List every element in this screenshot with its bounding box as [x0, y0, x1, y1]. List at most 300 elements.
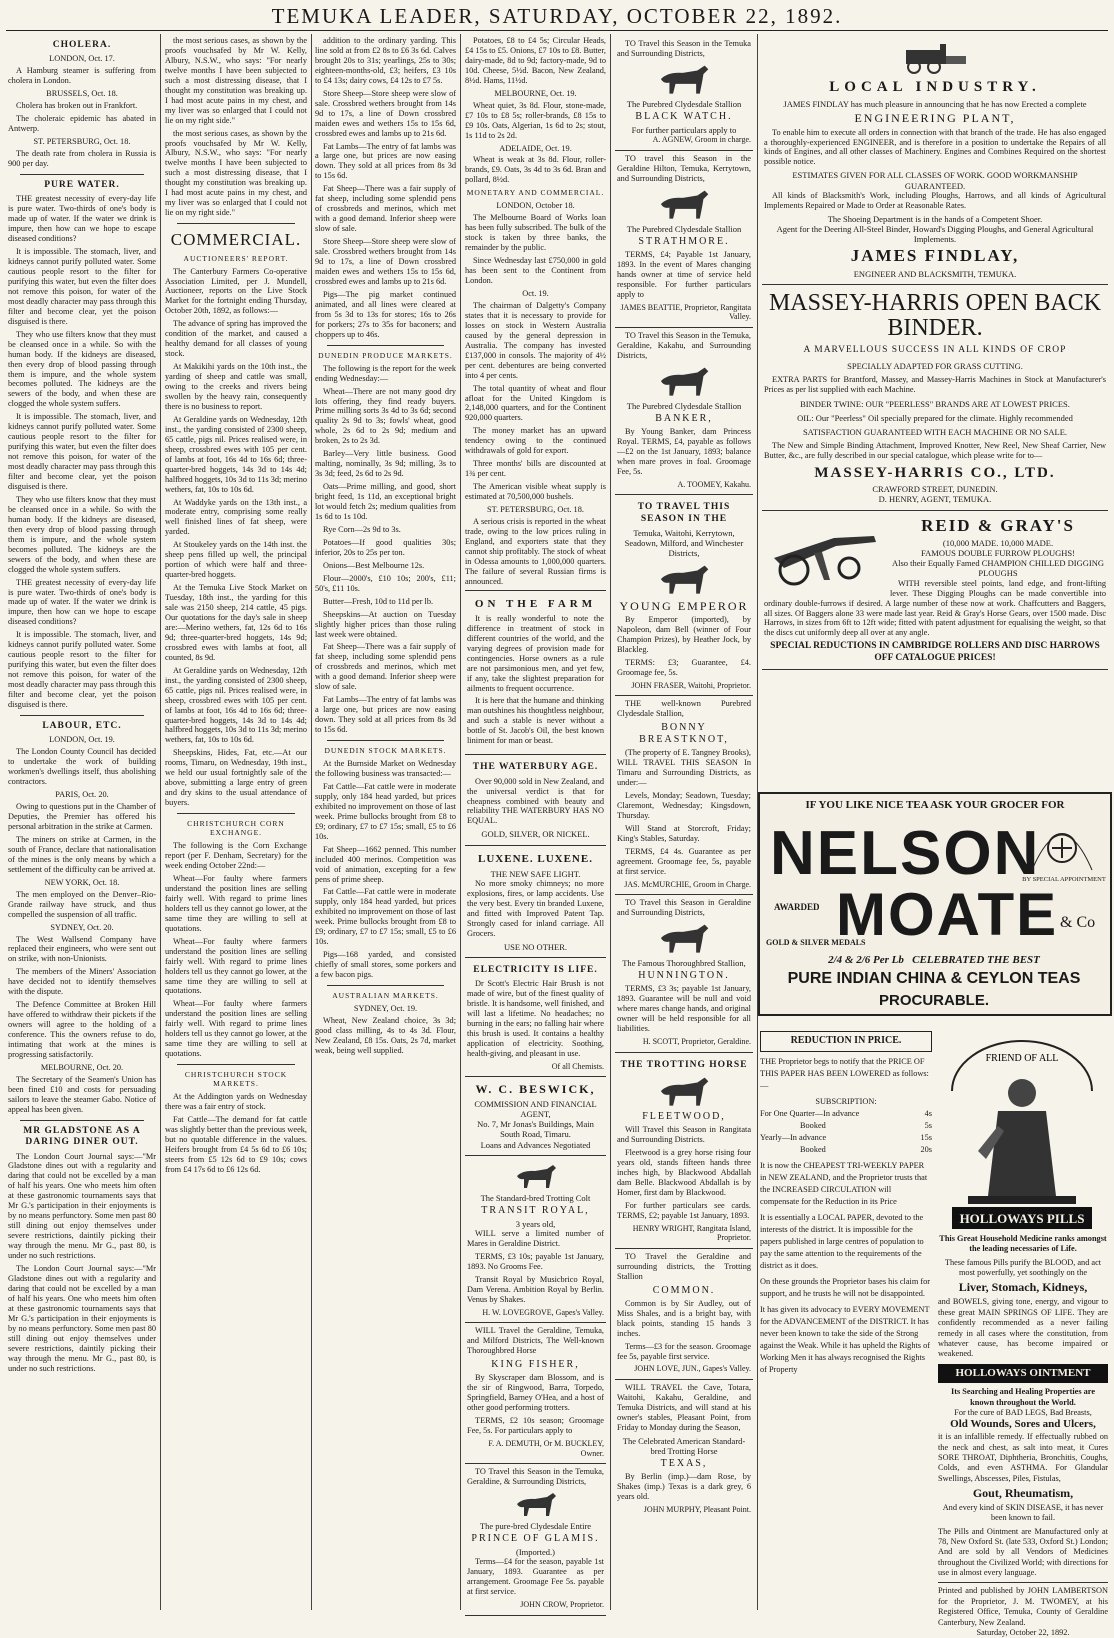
paragraph: The Melbourne Board of Works loan has been fully subscribed. The bulk of the stock is taken by three banks, the remainder by the public. — [465, 213, 606, 253]
divider — [327, 740, 444, 741]
seal-text: FRIEND OF ALL — [985, 1053, 1059, 1064]
horse-icon — [656, 364, 712, 398]
paragraph: Store Sheep—Store sheep were slow of sale. Crossbred wethers brought from 14s 9d to 17s, a line of Down crossbred maiden ewes and wethers 15s to 15s 6d, crossbred ewes and lambs up to 21s 6d. — [315, 237, 456, 286]
plough-icon — [764, 518, 884, 588]
divider — [20, 715, 144, 716]
price-row — [760, 1120, 932, 1132]
ad-name: REID & GRAY'S — [921, 515, 1075, 535]
ad-line: OIL: Our "Peerless" Oil specially prepared for the climate. Highly recommended — [797, 412, 1073, 423]
ad-line: The pure-bred Clydesdale Entire — [479, 1521, 592, 1532]
ad-signature: JOHN LOVE, JUN., Gapes's Valley. — [634, 1364, 751, 1374]
ad-signature: JOHN MURPHY, Pleasant Point. — [643, 1505, 751, 1515]
ad-electricity — [465, 958, 606, 1078]
price-row — [760, 1108, 932, 1120]
ad-heading: THE TROTTING HORSE — [620, 1059, 748, 1070]
ad-emphasis: Gout, Rheumatism, — [972, 1485, 1074, 1500]
royal-crest-icon — [1022, 810, 1102, 880]
paragraph: Owing to questions put in the Chamber of Deputies, the Premier has offered his personal arbitration in the strike at Carmen. — [8, 802, 156, 831]
price-row — [760, 1132, 932, 1144]
dateline: ST. PETERSBURG, Oct. 18. — [33, 137, 131, 147]
paragraph: Onions—Best Melbourne 12s. — [323, 560, 425, 570]
paragraph: Fat Lambs—The entry of fat lambs was a large one, but prices are now easing down. They sold at all prices from 8s 3d to 15s 6d. — [315, 141, 456, 181]
paragraph: At Stoukeley yards on the 14th inst. the sheep pens filled up well, the principal portion of which were half and three-quarter-bred hoggets. — [165, 540, 307, 580]
ad-signature: A. AGNEW, Groom in charge. — [652, 135, 751, 145]
paragraph: The following is the Corn Exchange report (per F. Denham, Secretary) for the week ending October 22nd:— — [165, 841, 307, 871]
ad-name: TRANSIT ROYAL, — [481, 1204, 590, 1216]
paragraph: Rye Corn—2s 9d to 3s. — [323, 524, 401, 534]
ad-heading: LUXENE. LUXENE. — [478, 852, 593, 865]
ad-tagline: IF YOU LIKE NICE TEA ASK YOUR GROCER FOR — [805, 799, 1065, 811]
divider — [327, 345, 444, 346]
paragraph: The London County Council has decided to undertake the work of building workmen's dwellings itself, thus abolishing contractors. — [8, 747, 156, 787]
ad-line: ENGINEER AND BLACKSMITH, TEMUKA. — [853, 268, 1017, 279]
ad-line: A MARVELLOUS SUCCESS IN ALL KINDS OF CROP — [803, 345, 1067, 356]
ad-line: SATISFACTION GUARANTEED WITH EACH MACHINE OR NO SALE. — [802, 427, 1068, 438]
paragraph: It is now the CHEAPEST TRI-WEEKLY PAPER in NEW ZEALAND, and the Proprietor trusts that the INCREASED CIRCULATION will compensate for the Reduction in its Price — [760, 1160, 928, 1206]
holloway-figure-image — [938, 1031, 1106, 1231]
paragraph: TO Travel the Geraldine and surrounding districts, the Trotting Stallion — [617, 1251, 751, 1281]
paragraph: At Geraldine yards on Wednesday, 12th inst., the yarding consisted of 2300 sheep, 65 cattle, pigs nil. Prices realised were, in sheep, crossbred ewes with 105 per cent. of lambs at foot, 16s 4d to 16s 6d; three-quarter-bred hoggets, 14s 3d to 14s 4d; halfbred hoggets, 10s 3d to 11s 3d; merino wethers, fat, 10s to 10s 6d. — [165, 665, 307, 745]
price-line — [768, 954, 1100, 966]
brand-name: MOATE — [836, 881, 1059, 948]
ad-line: D. HENRY, AGENT, TEMUKA. — [878, 494, 992, 505]
ad-on-the-farm — [465, 590, 606, 756]
column-3 — [315, 36, 456, 1608]
paragraph: Over 90,000 sold in New Zealand, and the universal verdict is that for cheapness combined with beauty and reliability THE WATERBURY HAS NO EQUAL. — [467, 776, 604, 826]
paragraph: WILL serve a limited number of Mares in Geraldine District. — [467, 1229, 604, 1249]
price-label: For One Quarter—In advance — [760, 1108, 860, 1118]
ad-line: No. 7, Mr Jonas's Buildings, Main South Road, Timaru. — [477, 1119, 594, 1140]
ad-fleetwood — [615, 1053, 753, 1249]
paragraph: Fat Cattle—The demand for fat cattle was slightly better than the previous week, but no quotable difference in the values. Heifers brought from £4 5s 6d to £6 10s; steers from £5 12s 6d to £9 10s; cows from £4 17s 6d to £6 12s 6d. — [165, 1115, 307, 1174]
paragraph: The men employed on the Denver–Rio-Grande railway have struck, and thus compelled the suspension of all traffic. — [8, 889, 156, 919]
paragraph: The New and Simple Binding Attachment, Improved Knotter, New Reel, New Sheaf Carrier, New Butter, &c., are fully described in our special catalogue, which please write for to— — [764, 441, 1106, 461]
paragraph: The chairman of Dalgetty's Company states that it is necessary to provide for losses on stock in Western Australia caused by the general depression in Australia. The company has invested £137,000 in consols. The majority of 4½ per cent. debentures are being converted into 4 per cents. — [465, 300, 606, 380]
paragraph: Wheat—There are not many good dry lots offering, they find ready buyers. Prime milling sorts 3s 4d to 3s 6d; second quality 2s 9d to 3s; fowls' wheat, good whole, 2s 6d to 2s 9d; medium and broken, 2s to 2s 3d. — [315, 386, 456, 446]
ad-name: STRATHMORE. — [638, 235, 730, 247]
ad-line: 3 years old, — [515, 1218, 556, 1229]
column-rule — [311, 34, 312, 1610]
horse-icon — [513, 1490, 559, 1518]
paragraph: It is essentially a LOCAL PAPER, devoted to the interests of the district. It is impossible for the papers published in large centres of population to pay the same attention to the requirements of the district as it does. — [760, 1212, 924, 1270]
ad-name: KING FISHER, — [491, 1359, 580, 1371]
ad-line: BINDER TWINE: OUR "PEERLESS" BRANDS ARE AT LOWEST PRICES. — [800, 398, 1070, 409]
ad-line: For the cure of BAD LEGS, Bad Breasts, — [954, 1408, 1092, 1418]
paragraph: The following is the report for the week ending Wednesday:— — [315, 363, 456, 383]
price-label: Booked — [800, 1144, 826, 1154]
ad-waterbury — [465, 755, 606, 845]
subheading: CHRISTCHURCH CORN EXCHANGE. — [187, 819, 285, 838]
paragraph: Levels, Monday; Seadown, Tuesday; Claremont, Wednesday; Kingsdown, Thursday. — [617, 791, 751, 820]
subheading: AUCTIONEERS' REPORT. — [183, 253, 289, 263]
paragraph: Flour—2000's, £10 10s; 200's, £11; 50's, £11 10s. — [315, 573, 456, 593]
ad-name: W. C. BESWICK, — [475, 1082, 596, 1097]
ad-line: The Purebred Clydesdale Stallion — [626, 400, 742, 411]
masthead-rule — [6, 30, 1108, 31]
section-heading: CHOLERA. — [52, 40, 112, 50]
paragraph: Common is by Sir Audley, out of Miss Shales, and is a bright bay, with black points, standing 15 hands 3 inches. — [617, 1298, 751, 1338]
column-5 — [615, 36, 753, 1608]
divider — [177, 813, 295, 814]
paragraph: THE greatest necessity of every-day life is pure water. Two-thirds of one's body is made up of water. If the water we drink is impure, then how can we hope to escape diseased conditions? — [8, 577, 156, 627]
price-value: 5s — [924, 1120, 932, 1130]
paragraph: THE well-known Purebred Clydesdale Stallion, — [617, 699, 751, 719]
ad-common — [615, 1249, 753, 1380]
paragraph: The West Wallsend Company have replaced their engineers, who were sent out on strike, with non-Unionists. — [8, 934, 156, 964]
ad-name: BLACK WATCH. — [635, 111, 733, 123]
ad-heading: TO TRAVEL THIS SEASON IN THE — [637, 502, 731, 524]
paragraph: The Canterbury Farmers Co-operative Association Limited, per J. Mundell, Auctioneer, reports on the Live Stock Market for the fortnight ending Thursday, October 20th, 1892, as follows:— — [165, 266, 307, 316]
paragraph: Will Stand at Storcroft, Friday; King's Stables, Saturday. — [617, 823, 751, 843]
paragraph: No more smoky chimneys; no more explosions, fires, or lamp accidents. Use the very best. Every tin branded Luxene, and fitted with Improved Patent Tap. Strongly cased for inland carriage. All Grocers. — [467, 878, 604, 938]
paragraph: Since Wednesday last £750,000 in gold has been sent to the Continent from London. — [465, 256, 606, 286]
paragraph: Wheat—For faulty where farmers understand the position lines are selling fairly well. With regard to prime lines holders tell us they cannot go lower, at the same time they are willing to sell at quotations. — [165, 999, 307, 1059]
ad-massey-harris — [762, 285, 1108, 511]
paragraph: TO Travel this Season in the Temuka and Surrounding Districts, — [617, 39, 751, 58]
price-table — [760, 1108, 932, 1156]
price-value: 4s — [924, 1108, 932, 1118]
award-text: AWARDED — [774, 902, 820, 912]
paragraph: Fat Sheep—1662 penned. This number included 400 merinos. Competition was void of animation, excepting for a few pens of prime sheep. — [315, 844, 456, 884]
paragraph: The money market has an upward tendency owing to the continued withdrawals of gold for export. — [465, 426, 606, 456]
paragraph: Fleetwood is a grey horse rising four years old, stands fifteen hands three inches high, by Blackwood Abdallah dam Belle. Blackwood Abdallah is by Homer, first dam by Blackwood. — [617, 1148, 751, 1197]
paragraph: and BOWELS, giving tone, energy, and vigour to these great MAIN SPRINGS OF LIFE. They are confidently recommended as a never failing remedy in all cases where the constitution, from whatever cause, has become impaired or weakened. — [938, 1297, 1108, 1359]
subheading: CHRISTCHURCH STOCK MARKETS. — [184, 1070, 288, 1089]
ad-signature: Of all Chemists. — [551, 1061, 604, 1071]
paragraph: the most serious cases, as shown by the proofs vouchsafed by Mr W. Kelly, Albury, N.S.W., who says: "For nearly twelve months I have been subjected to such a most distressing disease, that I thought my constitution was breaking up. I had most acute pains in my chest, and my liver was so enlarged that I could not lie on my right side." — [165, 36, 307, 125]
paragraph: Butter—Fresh, 10d to 11d per lb. — [323, 596, 434, 606]
ad-signature: JOHN CROW, Proprietor. — [520, 1600, 604, 1610]
ad-bonny-breastknot — [615, 696, 753, 895]
column-rule — [610, 34, 611, 1610]
paragraph: Fat Lambs—The entry of fat lambs was a large one, but prices are now easing down. They sold at all prices from 8s 3d to 15s 6d. — [315, 695, 456, 735]
price-value: 15s — [920, 1132, 932, 1142]
subheading: AUSTRALIAN MARKETS. — [332, 991, 439, 1001]
paragraph: On these grounds the Proprietor bases his claim for support, and he trusts he will not be disappointed. — [760, 1276, 931, 1298]
paragraph: The Pills and Ointment are Manufactured only at 78, New Oxford St. (late 533, Oxford St.) London; And are sold by all Vendors of Medicines throughout the Civilized World; with directions for use in almost every language. — [938, 1526, 1108, 1578]
ad-signature: JAMES BEATTIE, Proprietor, Rangitata Valley. — [620, 302, 751, 322]
ad-name: BANKER, — [655, 412, 713, 424]
paragraph: Three months' bills are discounted at 1¾ per cent. — [465, 459, 606, 479]
paragraph: It is impossible. The stomach, liver, and kidneys cannot purify polluted water. Some cautious people resort to the filter for purifying this water, but even the filter does not remove this poison, for water of the most deadly character may pass through this filter and become clear, yet the poison disguised is there. — [8, 630, 156, 710]
paragraph: THE Proprietor begs to notify that the PRICE OF THIS PAPER HAS BEEN LOWERED as follows:— — [760, 1056, 929, 1090]
section-heading: LABOUR, ETC. — [42, 720, 122, 731]
ad-tagline: GOLD, SILVER, OR NICKEL. — [481, 829, 590, 840]
horse-icon — [656, 187, 712, 221]
ad-line: The Shoeing Department is in the hands of a Competent Shoer. — [827, 213, 1043, 224]
paragraph: Barley—Very little business. Good malting, nominally, 3s 9d; milling, 3s to 3s 3d; feed, 2s 6d to 2s 9d. — [315, 449, 456, 479]
ad-name: HUNNINGTON. — [638, 970, 730, 982]
price-row — [760, 1144, 932, 1156]
ad-banker — [615, 328, 753, 495]
banner-text: HOLLOWAYS OINTMENT — [938, 1364, 1108, 1384]
paragraph: By Berlin (imp.)—dam Rose, by Shakes (imp.) Texas is a dark grey, 6 years old. — [617, 1472, 751, 1502]
paragraph: WILL Travel the Geraldine, Temuka, and Milford Districts, The Well-known Thoroughbred Horse — [467, 1326, 604, 1356]
ad-line: Temuka, Waitohi, Kerrytown, Seadown, Milford, and Winchester Districts, — [624, 528, 744, 559]
paragraph: The London Court Journal says:—"Mr Gladstone dines out with a regularity and daring that could not be excelled by a man of half his years. One who meets him often at these gastronomic tournaments says that Mr G.'s participation in their enjoyments is by no means perfunctory. Some men past 80 still dining out enjoy themselves under severe restrictions, daintily picking their way through the menu. Mr G., past 80, is under no such restrictions. — [8, 1263, 156, 1373]
paragraph: The miners on strike at Carmen, in the south of France, declare that nationalisation of the mines is the only means by which a settlement of the difficulty can be arrived at. — [8, 834, 156, 874]
paragraph: TO travel this Season in the Geraldine Hilton, Temuka, Kerrytown, and Surrounding Districts, — [617, 153, 751, 183]
ad-heading: THE WATERBURY AGE. — [472, 762, 599, 773]
ad-signature: F. A. DEMUTH, Or M. BUCKLEY, Owner. — [488, 1439, 604, 1458]
paragraph: Fat Cattle—Fat cattle were in moderate supply, only 184 head yarded, but prices exhibited no improvement on those of last week. Prime bullocks brought from £8 to £9; ordinary, £7 to £7 15s; small, £5 to £6 10s. — [315, 781, 456, 841]
horse-icon — [513, 1162, 559, 1190]
ad-name: COMMON. — [652, 1284, 716, 1296]
column-4 — [465, 36, 606, 1608]
ad-strathmore — [615, 151, 753, 328]
ad-line: Its Searching and Healing Properties are known throughout the World. — [950, 1387, 1096, 1407]
paragraph: Store Sheep—Store sheep were slow of sale. Crossbred wethers brought from 14s 9d to 17s, a line of Down crossbred maiden ewes and wethers 15s to 15s 6d, crossbred ewes and lambs up to 21s 6d. — [315, 88, 456, 138]
ad-name: TEXAS, — [660, 1458, 708, 1470]
paragraph: Terms—£4 for the season, payable 1st January, 1893. Guarantee as per arrangement. Groomage Fee 5s. payable at first service. — [467, 1557, 604, 1597]
paragraph: Transit Royal by Musicbrico Royal, Dam Verena. Ambition Royal by Berlin. Venus by Shakes. — [467, 1274, 604, 1304]
dateline: LONDON, October 18. — [496, 201, 575, 211]
ad-name: BONNY BREASTKNOT, — [639, 722, 729, 746]
column-6-top — [762, 36, 1108, 786]
ad-name: PRINCE OF GLAMIS. — [471, 1533, 600, 1545]
price-label: Booked — [800, 1120, 826, 1130]
holloway-engraving — [938, 1031, 1106, 1231]
ad-heading: ON THE FARM — [474, 597, 597, 610]
divider — [20, 174, 144, 175]
ad-holloway — [938, 1234, 1108, 1637]
tea-bottom-line: PROCURABLE. — [878, 992, 989, 1009]
subheading: SUBSCRIPTION: — [815, 1096, 877, 1106]
paragraph: It has given its advocacy to EVERY MOVEMENT for the ADVANCEMENT of the DISTRICT. It has never been known to take the side of the Strong against the Weak. While it has upheld the Rights of Working Men it has always recognised the Rights of Property — [760, 1304, 931, 1374]
ad-line: (Imported.) — [516, 1547, 555, 1558]
ad-emphasis: Old Wounds, Sores and Ulcers, — [950, 1418, 1096, 1431]
ad-line: The Standard-bred Trotting Colt — [480, 1192, 591, 1203]
paragraph: It is impossible. The stomach, liver, and kidneys cannot purify polluted water. Some cautious people resort to the filter for purifying this water, but even the filter does not remove this poison, for water of the most deadly character may pass through this filter and become clear, yet the poison disguised is there. — [8, 412, 156, 491]
divider — [177, 223, 295, 224]
ad-signature: H. SCOTT, Proprietor, Geraldine. — [642, 1037, 751, 1047]
paragraph: TERMS, £4 4s. Guarantee as per agreement. Groomage fee, 5s, payable at first service. — [617, 846, 751, 876]
ad-line: The Purebred Clydesdale Stallion — [626, 98, 742, 109]
paragraph: Cholera has broken out in Frankfort. — [16, 101, 138, 111]
paragraph: Wheat is weak at 3s 8d. Flour, roller-brands, £9. Oats, 3s 4d to 3s 6d. Bran and pollard, 8½d. — [465, 155, 606, 185]
paragraph: Potatoes, £8 to £4 5s; Circular Heads, £4 15s to £5. Onions, £7 10s to £8. Butter, dairy-made, 8d to 9d; factory-made, 9d to 10d. Cheese, 5½d. Bacon, New Zealand, 8½d. Hams, 11½d. — [465, 36, 606, 85]
dateline: BRUSSELS, Oct. 18. — [46, 89, 118, 99]
paragraph: It is impossible. The stomach, liver, and kidneys cannot purify polluted water. Some cautious people resort to the filter for purifying this water, but even the filter does not remove this poison, for water of the most deadly character may pass through this filter and become clear, yet the poison disguised is there. — [8, 247, 156, 326]
appointment-text: BY SPECIAL APPOINTMENT — [1022, 876, 1106, 883]
ad-signature: A. TOOMEY, Kakahu. — [677, 479, 751, 489]
paragraph: They who use filters know that they must be cleansed once in a while. So with the human body. If the kidneys are diseased, then every drop of blood passing through them is impure, and the whole system becomes polluted. The kidneys are the sewers of the body, and when these are clogged the whole system suffers. — [8, 329, 156, 409]
paragraph: Fat Sheep—There was a fair supply of fat sheep, including some splendid pens of crossbreds and merinos, which met with a good demand. Inferior sheep were slow of sale. — [315, 184, 456, 234]
paragraph: TERMS, £2 10s season; Groomage Fee, 5s. For particulars apply to — [467, 1416, 604, 1436]
price-label: Yearly—In advance — [760, 1132, 827, 1142]
paragraph: Sheepskins—At auction on Tuesday slightly higher prices than those ruling last week were obtained. — [315, 609, 456, 639]
notice-reduction-in-price — [760, 1031, 932, 1606]
paragraph: Wheat—For faulty where farmers understand the position lines are selling fairly well. With regard to prime lines holders tell us they cannot go lower, at the same time they are willing to sell at quotations. — [165, 936, 307, 996]
ad-name: ENGINEERING PLANT, — [854, 111, 1016, 126]
ad-signature: JOHN FRASER, Waitohi, Proprietor. — [631, 680, 751, 690]
ad-name: FLEETWOOD, — [642, 1111, 726, 1123]
imprint: Printed and published by JOHN LAMBERTSON for the Proprietor, J. M. TWOMEY, at his Registered Office, Temuka, County of Geraldine Canterbury, New Zealand. — [938, 1582, 1108, 1627]
paragraph: WITH reversible steel points, land edge, and front-lifting lever. These Digging Ploughs can be made convertible into ordinary double-furrows if desired. A large number of these now at work. Chaffcutters and Baggers, all sizes. Of Baggers alone 33 were made last year. Reid & Gray's Horse Gears, over 1500 made. Disc Harrows, in sizes from 6ft to 12ft wide; fitted with patent adjustment for equalising the weight, so that the discs cut uniformly deep all over at any angle. — [764, 578, 1106, 638]
paragraph: The American visible wheat supply is estimated at 70,500,000 bushels. — [465, 482, 606, 502]
tea-main-line: PURE INDIAN CHINA & CEYLON TEAS — [787, 970, 1081, 987]
ad-luxene — [465, 846, 606, 958]
dateline: MELBOURNE, Oct. 19. — [494, 88, 577, 98]
ad-nelson-moate-tea — [758, 792, 1112, 1016]
paragraph: All kinds of Blacksmith's Work, including Ploughs, Harrows, and all kinds of Agricultural Implements Repaired or Made to Order at Reasonable Rates. — [764, 190, 1106, 210]
paragraph: Fat Sheep—There was a fair supply of fat sheep, including some splendid pens of crossbreds and merinos, which met with a good demand. Inferior sheep were slow of sale. — [315, 642, 456, 692]
paragraph: the most serious cases, as shown by the proofs vouchsafed by Mr W. Kelly, Albury, N.S.W., who says: "For nearly twelve months I have been subjected to such a most distressing disease, that I thought my constitution was breaking up. I had most acute pains in my chest, and my liver was so enlarged that I could not lie on my right side." — [165, 128, 307, 218]
section-heading: COMMERCIAL. — [170, 230, 302, 250]
imprint-date: Saturday, October 22, 1892. — [976, 1627, 1070, 1637]
paragraph: Fat Cattle—Fat cattle were in moderate supply, only 184 head yarded, but prices exhibited no improvement on those of last week. Prime bullocks brought from £8 to £9; ordinary, £7 to £7 15s; small, £5 to £6 10s. — [315, 887, 456, 947]
paragraph: (The property of E. Tangney Brooks), WILL TRAVEL THIS SEASON In Timaru and Surrounding Districts, as under:— — [617, 748, 751, 788]
paragraph: Potatoes—If good qualities 30s; inferior, 20s to 25s per ton. — [315, 537, 456, 557]
award-text: GOLD & SILVER MEDALS — [766, 938, 866, 947]
ad-name: MASSEY-HARRIS CO., LTD. — [814, 465, 1056, 482]
price-text: 2/4 & 2/6 Per Lb — [828, 954, 904, 966]
paragraph: At Waddyke yards on the 13th inst., a moderate entry, comprising some really well finished lines of fat sheep, were yarded. — [165, 497, 307, 537]
ad-line: COMMISSION AND FINANCIAL AGENT, — [474, 1098, 597, 1120]
ad-young-emperor — [615, 495, 753, 696]
ad-texas — [615, 1380, 753, 1520]
paragraph: EXTRA PARTS for Brantford, Massey, and Massey-Harris Machines in Stock at Manufacturer's Prices as per list supplied with each Machine. — [764, 374, 1106, 394]
ad-hunnington — [615, 895, 753, 1052]
subheading: DUNEDIN STOCK MARKETS. — [324, 746, 447, 756]
ad-emphasis: Liver, Stomach, Kidneys, — [958, 1280, 1088, 1295]
paragraph: Wheat—For faulty where farmers understand the position lines are selling fairly well. With regard to prime lines holders tell us they cannot go lower, at the same time they are willing to sell at quotations. — [165, 873, 307, 933]
dateline: ADELAIDE, Oct. 19. — [499, 143, 572, 153]
paragraph: It is really wonderful to note the difference in treatment of stock in different countries of the world, and the varying degrees of provision made for contingencies. Horse owners as a rule are not parsimonious men, and yet few, if any, take the slightest preparation for ailments to frequent occurrence. — [467, 613, 604, 693]
tagline: CELEBRATED THE BEST — [912, 954, 1040, 966]
paragraph: Wheat, New Zealand choice, 3s 3d; good class milling, 4s to 4s 3d. Flour, New Zealand, £8 15s. Oats, 2s 7d, market weak, being well supplied. — [315, 1016, 456, 1055]
paragraph: TO Travel this Season in the Temuka, Geraldine, & Surrounding Districts, — [467, 1467, 604, 1487]
ad-transit-royal — [465, 1156, 606, 1324]
ad-heading: MASSEY-HARRIS OPEN BACK BINDER. — [768, 289, 1102, 341]
ad-line: FAMOUS DOUBLE FURROW PLOUGHS! — [921, 548, 1075, 559]
ad-local-industry — [762, 36, 1108, 285]
ad-line: (10,000 MADE. 10,000 MADE. — [942, 537, 1054, 548]
ad-signature: HENRY WRIGHT, Rangitata Island, Proprietor. — [632, 1223, 751, 1243]
banner-text: HOLLOWAYS PILLS — [959, 1211, 1085, 1226]
paragraph: Sheepskins, Hides, Fat, etc.—At our rooms, Timaru, on Wednesday, 19th inst., we held our usual fortnightly sale of the above, submitting a large entry of green and dry skins to the usual attendance of buyers. — [165, 748, 307, 808]
paragraph: The advance of spring has improved the condition of the market, and caused a healthy demand for all classes of young stock. — [165, 319, 307, 359]
paragraph: TO Travel this Season in the Temuka, Geraldine, Kakahu, and Surrounding Districts, — [617, 330, 751, 360]
ad-king-fisher — [465, 1323, 606, 1464]
paragraph: Dr Scott's Electric Hair Brush is not made of wire, but of the finest quality of bristle. It is handsome, well finished, and will last a lifetime. No headaches; no burning in the ears; no falling hair where this brush is used. It contains a healthy application of electricity. Soothing, health-giving, and pleasant in use. — [467, 979, 604, 1058]
paragraph: A serious crisis is reported in the wheat trade, owing to the low prices ruling in England, and exporters state that they cannot ship profitably. The stock of wheat in Odessa amounts to 1,000,000 quarters. The failure of several Russian firms is announced. — [465, 516, 606, 586]
paragraph: TERMS, £3 3s; payable 1st January, 1893. Guarantee will be null and void where mares change hands, and original owner will be held responsible for all liabilities. — [617, 984, 751, 1034]
ad-line: Agent for the Deering All-Steel Binder, Howard's Digging Ploughs, and General Agricultural Implements. — [776, 223, 1094, 245]
engine-icon — [900, 42, 970, 74]
paragraph: TERMS, £3 10s; payable 1st January, 1893. No Grooms Fee. — [467, 1252, 604, 1272]
ad-line: SPECIAL REDUCTIONS IN CAMBRIDGE ROLLERS AND DISC HARROWS OFF CATALOGUE PRICES! — [770, 641, 1100, 663]
paragraph: TO Travel this Season in Geraldine and Surrounding Districts, — [617, 898, 751, 918]
paragraph: They who use filters know that they must be cleansed once in a while. So with the human body. If the kidneys are diseased, then every drop of blood passing through them is impure, and the whole system becomes polluted. The kidneys are the sewers of the body, and when these are clogged the whole system suffers. — [8, 494, 156, 574]
ad-line: This Great Household Medicine ranks amongst the leading necessaries of Life. — [939, 1234, 1107, 1254]
ad-beswick — [465, 1077, 606, 1155]
column-2 — [165, 36, 307, 1608]
column-1 — [8, 36, 156, 1608]
brand-name: NELSON — [770, 819, 1041, 888]
ad-line: For further particulars apply to — [631, 125, 737, 136]
dateline: PARIS, Oct. 20. — [55, 790, 109, 800]
ad-line: JAMES FINDLAY has much pleasure in announcing that he has now Erected a complete — [783, 99, 1087, 109]
divider — [177, 1064, 295, 1065]
dateline: Oct. 19. — [522, 288, 549, 298]
ad-line: These famous Pills purify the BLOOD, and act most powerfully, yet soothingly on the — [944, 1257, 1102, 1278]
column-rule — [460, 34, 461, 1610]
paragraph: A Hamburg steamer is suffering from cholera in London. — [8, 66, 156, 86]
paragraph: The London Court Journal says:—"Mr Gladstone dines out with a regularity and daring that could not be excelled by a man of half his years. One who meets him often at these gastronomic tournaments says that Mr G.'s participation in their enjoyments is by no means perfunctory. Some men past 80 still dining out enjoy themselves under severe restrictions, daintily picking their way through the menu. Mr G., past 80, is under no such restrictions. — [8, 1151, 156, 1261]
section-heading: MR GLADSTONE AS A DARING DINER OUT. — [23, 1125, 141, 1148]
paragraph: By Emperor (imported), by Napoleon, dam Bell (winner of Four Champion Prizes), by Heather Jock, by Blackleg. — [617, 615, 751, 654]
ad-reid-gray — [762, 511, 1108, 671]
ad-line: The Famous Thoroughbred Stallion, — [622, 958, 746, 969]
paragraph: The Defence Committee at Broken Hill have offered to withdraw their pickets if the owners will agree to the holding of a conference. This the owners refuse to do, intimating that work at the mines is progressing satisfactorily. — [8, 1000, 156, 1059]
ad-line: Also their Equally Famed CHAMPION CHILLED DIGGING PLOUGHS — [891, 558, 1104, 579]
paragraph: By Young Banker, dam Princess Royal. TERMS, £4, payable as follows—£2 on the 1st January, 1893; balance when mare proves in foal. Groomage Fee, 5s. — [617, 426, 751, 476]
paragraph: Will Travel this Season in Rangitata and Surrounding Districts. — [617, 1125, 751, 1145]
paragraph: Pigs—The pig market continued animated, and all lines were cleared at from 5s 3d to 13s for stores; 16s to 26s for porkers; 27s to 35s for baconers; and choppers up to 46s. — [315, 289, 456, 339]
ad-line: The Purebred Clydesdale Stallion — [626, 223, 742, 234]
brand-suffix: & Co — [1060, 914, 1096, 931]
paragraph: At the Addington yards on Wednesday there was a fair entry of stock. — [165, 1092, 307, 1112]
subheading: DUNEDIN PRODUCE MARKETS. — [318, 350, 453, 360]
notice-heading: REDUCTION IN PRICE. — [760, 1031, 932, 1052]
paragraph: It is here that the humane and thinking man outshines his thoughtless neighbour, and such a stable is never without a bottle of St. Jacob's Oil, the best known liniment for man or beast. — [467, 696, 604, 746]
divider — [327, 985, 444, 986]
subheading: MONETARY AND COMMERCIAL. — [466, 188, 605, 198]
section-heading: PURE WATER. — [44, 179, 120, 190]
dateline: MELBOURNE, Oct. 20. — [40, 1062, 124, 1072]
dateline: SYDNEY, Oct. 19. — [353, 1004, 418, 1014]
paragraph: Terms—£3 for the season. Groomage fee 5s, payable first service. — [617, 1341, 751, 1361]
ad-line: SPECIALLY ADAPTED FOR GRASS CUTTING. — [847, 360, 1023, 371]
ad-name: JAMES FINDLAY, — [850, 246, 1020, 266]
ad-line: And every kind of SKIN DISEASE, it has never been known to fail. — [942, 1502, 1104, 1523]
paragraph: The members of the Miners' Association have decided not to identify themselves with the dispute. — [8, 967, 156, 997]
paragraph: To enable him to execute all orders in connection with that branch of the trade. He has also engaged a thoroughly-experienced ENGINEER, and is therefore in a position to undertake the Repairs of all kinds of Engines, and all other classes of Machinery. Engines and Combines Required on the shortest possible notice. — [764, 127, 1106, 167]
dateline: NEW YORK, Oct. 18. — [44, 877, 120, 887]
horse-icon — [656, 1074, 712, 1108]
ad-prince-of-glamis — [465, 1464, 606, 1616]
ad-line: CRAWFORD STREET, DUNEDIN. — [872, 484, 998, 495]
paragraph: The choleraic epidemic has abated in Antwerp. — [8, 114, 156, 134]
ad-heading: LOCAL INDUSTRY. — [829, 79, 1041, 95]
paragraph: TERMS, £4; Payable 1st January, 1893. In the event of Mares changing hands owner at time of service held responsible. For further particulars apply to — [617, 249, 751, 299]
paragraph: addition to the ordinary yarding. This line sold at from £2 8s to £6 3s 6d. Calves brought 20s to 31s; yearlings, 25s to 30s; eighteen-months-old, £3; heifers, £3 10s to £4 13s; dairy cows, £4 12s to £7 5s. — [315, 36, 456, 85]
dateline: ST. PETERSBURG, Oct. 18. — [487, 505, 584, 515]
paragraph: At Makikihi yards on the 10th inst., the yarding of sheep and cattle was small, owing to the creeks and rivers being swollen by the heavy rain, consequently there is no business to report. — [165, 362, 307, 411]
paragraph: The Secretary of the Seamen's Union has been fined £10 and costs for persuading sailors to leave the steamer Gabo. Notice of appeal has been given. — [8, 1074, 156, 1114]
ad-line: ESTIMATES GIVEN FOR ALL CLASSES OF WORK. GOOD WORKMANSHIP GUARANTEED. — [792, 170, 1078, 191]
column-rule — [160, 34, 161, 1610]
ad-tagline: USE NO OTHER. — [503, 941, 568, 952]
paragraph: For further particulars see cards. TERMS, £2; payable 1st January, 1893. — [617, 1200, 751, 1220]
horse-icon — [656, 921, 712, 955]
paragraph: THE greatest necessity of every-day life is pure water. Two-thirds of one's body is made up of water. If the water we drink is impure, then how can we hope to escape diseased conditions? — [8, 194, 156, 244]
paragraph: At the Burnside Market on Wednesday the following business was transacted:— — [315, 759, 456, 778]
dateline: LONDON, Oct. 17. — [49, 54, 115, 64]
paragraph: Oats—Prime milling, and good, short bright feed, 1s 11d, an exceptional bright lot would fetch 2s; medium qualities from 1s 6d to 1s 10d. — [315, 482, 456, 521]
paragraph: Wheat quiet, 3s 8d. Flour, stone-made, £7 10s to £8 5s; roller-brands, £8 15s to £9 10s. Oats, Algerian, 1s 6d to 2s; stout, 1s 11d to 2s 2d. — [465, 100, 606, 140]
ad-heading: ELECTRICITY IS LIFE. — [473, 964, 598, 975]
ad-line: The Celebrated American Standard-bred Trotting Horse — [622, 1435, 746, 1456]
paragraph: it is an infallible remedy. If effectually rubbed on the neck and chest, as salt into meat, it Cures SORE THROAT, Diphtheria, Bronchitis, Coughs, Colds, and even ASTHMA. For Glandular Swellings, Abscesses, Piles, Fistulas, — [938, 1432, 1108, 1483]
ad-subheading: THE NEW SAFE LIGHT. — [490, 868, 581, 879]
price-value: 20s — [920, 1144, 932, 1154]
dateline: LONDON, Oct. 19. — [49, 735, 115, 745]
paragraph: The total quantity of wheat and flour afloat for the United Kingdom is 2,148,000 quarters, and for the Continent 920,000 quarters. — [465, 383, 606, 423]
paragraph: At Geraldine yards on Wednesday, 12th inst., the yarding consisted of 2300 sheep, 65 cattle, pigs nil. Prices realised were, in sheep, crossbred ewes with 105 per cent. of lambs at foot, 16s 4d to 16s 6d; three-quarter-bred hoggets, 14s 3d to 14s 4d; halfbred hoggets, 10s 3d to 11s 3d; merino wethers, fat, 10s to 10s 6d. — [165, 414, 307, 494]
horse-icon — [656, 62, 712, 96]
